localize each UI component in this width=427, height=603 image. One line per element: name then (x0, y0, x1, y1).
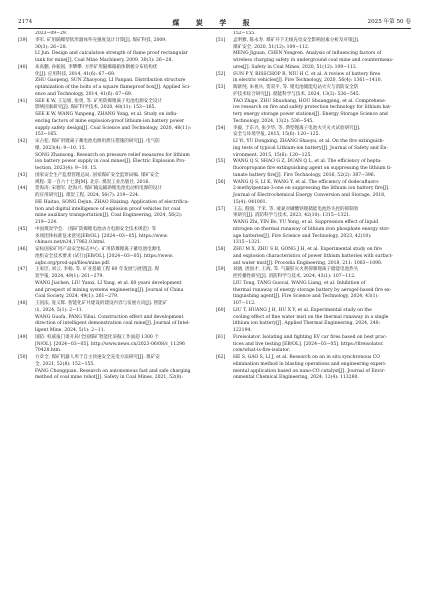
reference-number: [60] (216, 307, 226, 313)
reference-text: 宋占松. 煤矿用锂离子蓄电池电源用泄压措施的研究[J]. 电气防 爆, 2023(4): 9−10, 15. SONG Zhansong. Research on pressure relief measures for lithium ion battery power supply in coal mines[J]. Electric Explosion Pro- tection, 2023(4): 9−10, 15. (35, 139, 190, 171)
reference-number: [54] (216, 125, 226, 131)
reference-text: SUN P Y, BISSCHOP R, NIU H C, et al. A review of battery fires in electric vehicles[J]. Fire Technology, 2020, 56(4): 1361−1410. (233, 71, 383, 84)
page-header (18, 19, 411, 29)
reference-entry (18, 267, 213, 301)
reference-number: [44] (18, 186, 28, 192)
reference-number: [55] (216, 159, 226, 165)
reference-entry (18, 65, 213, 99)
reference-text: 陶歆纯, 朱祖兵, 贺双平, 等. 锂电池储能电站火灾与消防安全防 护技术综合研究[J]. 储能科学与技术, 2024, 13(2): 536−545. TAO Zhige, ZHU Shuohang, HOU Shuangping, et al. Comprehens- ive research on fire and safety protection technology for lithium bat- tery energy storage power stations[J]. Energy Storage Science and Technology, 2024, 13(2): 536−545. (233, 85, 392, 124)
page-number: 2174 (18, 19, 33, 25)
reference-entry (18, 355, 213, 382)
reference-entry (216, 85, 411, 126)
reference-number: [58] (216, 247, 226, 252)
reference-entry (216, 207, 411, 248)
reference-entry (18, 99, 213, 140)
reference-entry (216, 267, 411, 308)
reference-column-right (216, 31, 411, 595)
reference-text: 王志, 殷强, 于禾, 等. 液氮对磷酸铁锂储能电池热失控的抑制效 果研究[J]. 消防科学与技术, 2023, 42(10): 1315−1321. WANG Zhi, YIN Bo, YU Yong, et al. Suppression effect of liquid nitrogen on thermal runaway of lithium iron phosphate energy stor- age batteries[J]. Fire Science and Technology, 2023, 42(10): 1315−1321. (233, 206, 390, 246)
reference-text: 孟明雅, 陈永寿. 煤矿井下无线充电安全影响因素分析及对策[J]. 煤矿安全, 2020, 51(12): 109−112. MENG Jiguan, CHEN Yongren. Analysis of influencing factors of wireless charging safety in underground coal mine and countermeas- ures[J]. Safety in Coal Mines, 2020, 51(12): 109−112. (233, 37, 394, 70)
reference-text: 王国法, 庞义辉. 智能化矿井建设的建设内容与发展方向[J]. 智能矿 山, 2024, 5(1): 2−11. WANG Guofa, PANG Yihui. Construction effect and development direction of intelligent demonstration coal mine[J]. Journal of Intel- ligent Mine, 2024, 5(1): 2−11. (35, 301, 190, 333)
reference-text: 李军. 矿用隔爆型软形器体外壳强度设计计算[J]. 煤矿科技, 2009, 30(3): 26−28. LI Jun. Design and calculation strength of flame proof rectangular tank for mine[J]. Coal Mine Machinery, 2009, 30(3): 26−28. (35, 37, 188, 63)
reference-text: ZHU M X, ZHU S B, GONG J H, et al. Experimental study on fire and explosion characteristics of power lithium batteries with surfact- ant water mist[J]. Procedia Engineering, 2018, 211: 1083−1090. (233, 247, 393, 266)
reference-text: 安标国家矿用产品安全标志中心. 矿用防爆锂离子蓄电池电源电 池机安全技术要求 (试行)[EB/OL]. [2024−03−05]. https://www. aqbz.org/prod-api/files/mine.pdf. (35, 247, 174, 266)
reference-entry (216, 335, 411, 355)
reference-entry (18, 335, 213, 355)
reference-text: 国防. 权威报门谈开局!全国煤矿智能化采掘工作面超 1300 个 [N/OL]. [2024−03−05]. http://www.news.cn/2023-06/08/c_11296 70428.htm. (35, 334, 185, 354)
reference-entry (216, 308, 411, 335)
reference-entry (18, 247, 213, 267)
reference-text: 国家安全生产监督管理总局, 国家煤矿安全监察局编. 煤矿安全 规程: 第一百六十七条[M]. 北京: 煤炭工业出版社, 2016. (35, 172, 160, 185)
reference-number: [45] (18, 226, 28, 232)
reference-entry (18, 173, 213, 187)
reference-text: HE S, GAO S, LI J, et al. Research on an in situ synchronous CO elimination method in blasting operations and engineering experi- mental application based on nano-CO catalyst[J]. Journal of Envir- onmental Chemical Engineering, 2024, 12(4): 113260. (233, 355, 387, 381)
reference-entry (18, 186, 213, 227)
reference-number: [41] (18, 98, 28, 104)
reference-text: 方章全. 煤矿机器人用于自主快速安全充电方法研究[J]. 煤矿安 全, 2021, 52(8): 152−155. FANG Chongquan. Research on autonomous fast and safe charging method of coal mine robot[J]. Safety in Coal Mines, 2021, 52(8): (35, 355, 191, 381)
reference-number: [52] (216, 71, 226, 77)
reference-text: LIU T, HUANG J H, HU X Y, et al. Experimental study on the cooling effect of fine water mist on the thermal runaway in a single lithium ion battery[J]. Applied Thermal Engineering, 2024, 240: 122194. (233, 307, 389, 333)
reference-number: [49] (18, 334, 28, 340)
reference-number: [59] (216, 267, 226, 273)
reference-entry (18, 227, 213, 247)
journal-volume: 2025 年第 50 卷 (367, 19, 411, 25)
reference-entry (18, 38, 213, 65)
reference-number: [53] (216, 85, 226, 90)
reference-entry (216, 72, 411, 86)
reference-entry (216, 355, 411, 382)
reference-continuation: 2023−09−29. (35, 31, 68, 36)
reference-number: [56] (216, 179, 226, 185)
reference-text: 贺海涛, 宋德军, 赵海兴. 煤矿输运辅助锂电池电动机电源的设计 的应用研究[J]. 煤炭工程, 2024, 56(7): 219−224. HE Haitao, SONG Dejun, ZHAO Haixing. Application of electrifica- tion and digital intelligence of explosion proof vehicles for coal mine auxiliary transportation[J]. Coal Engineering, 2024, 56(2): 219−224. (35, 186, 190, 225)
reference-entry (216, 180, 411, 207)
reference-entry (216, 38, 411, 72)
reference-text: WANG Q S, LI K, WANG Y, et al. The efficiency of dodecafluoro- 2-methylpentan-3-one on suppressing the lithium ion battery fire[J]. Journal of Electrochemical Energy Conversion and Storage, 2018, 15(4): 041001. (233, 179, 390, 205)
reference-text: 中国煤炭学会. 《煤矿防爆锂电池动力电源安全技术规范》等 多项团体标准征求意见[EB/OL]. [2024−03−05]. https://www. chinacs.net/n34,17962,0.html. (35, 226, 169, 246)
reference-number: [39] (18, 37, 28, 43)
reference-number: [50] (18, 355, 28, 360)
reference-number: [42] (18, 139, 28, 144)
reference-number: [51] (216, 37, 226, 43)
reference-text: 李毅, 于东兴, 张少华, 等. 典型锂离子电池火灾灭火试验研究[J]. 安全与环境学报, 2015, 15(6): 120−125. LI Yi, YU Dongxing, ZHANG Shaoyu, et al. On the fire extinguish- ing tests of typical Lithium-ion battery[J]. Journal of Safety and En- vironment, 2015, 15(6): 120−125. (233, 125, 388, 158)
reference-number: [46] (18, 247, 28, 252)
reference-text: Fireisolator. Isolating and fighting EV car fires based on best prac- tices and live testing [EB/OL]. [2024−03−05]. https://fireisolator. com/what-is-fire-isolator. (233, 334, 388, 354)
reference-column-left (18, 31, 213, 595)
reference-number: [48] (18, 301, 28, 306)
reference-text: 朱高鹏, 孙振国, 李攀攀. 方形矿用隔爆箱箱体钢板分布结构优 化[J]. 应用科技, 2014, 41(6): 67−69. ZHU Gaopeng, SUN Zhaoyong, LI Panpan. Distribution structure optimization of the bolts of a square flameproof box[J]. Applied Sci- ence and Technology, 2014, 41(6): 67−69. (35, 64, 191, 97)
reference-entry (18, 139, 213, 173)
reference-entry (216, 159, 411, 179)
reference-text: 刘涵, 唐国才, 王海, 等. 气凝胶灭火剂抑制锂离子储能电池热失 控传播性研究[J]. 消防科学与技术, 2024, 43(1): 107−112. LIU Tong, TANG Guocai, WANG Liang, et al. Inhibition of thermal runaway of energy storage battery by aerogel-based fire ex- tinguishing agent[J]. Fire Science and Technology, 2024, 43(1): 107−112. (233, 267, 392, 306)
reference-continuation: 152−155. (233, 31, 256, 36)
reference-text: WANG Q S, SHAO G Z, DUAN Q L, et al. The efficiency of hepta- fluoropropane fire extinguishing agent on suppressing the lithium ti- tanate battery fire[J]. Fire Technology, 2016, 52(2): 387−396. (233, 159, 392, 178)
reference-number: [43] (18, 172, 28, 178)
reference-text: 王家臣, 刘云, 李杨, 等. 矿业基础工程 60 年发展与展望[J]. 煤 炭学报, 2024, 49(1): 261−279. WANG Jiachen, LIU Yunxi, LI Yang, et al. 60 years development and prospect of mining systems engineering[J]. Journal of China Coal Society, 2024, 49(1): 261−279. (35, 267, 184, 300)
reference-number: [57] (216, 206, 226, 212)
reference-entry (18, 301, 213, 335)
journal-title: 煤 炭 学 报 (172, 18, 257, 27)
reference-entry (216, 247, 411, 267)
reference-number: [62] (216, 355, 226, 360)
reference-entry (216, 126, 411, 160)
reference-number: [40] (18, 64, 28, 70)
reference-text: SEE K W, 王运娟, 张勇, 等. 矿用防爆锂离子电池电源安全设计 影响因素研究[J]. 煤矿科学技术, 2020, 48(11): 153−165. SEE K W, WANG Yunpeng, ZHANG Yong, et al. Study on influ- encing factors of mine explosion-proof lithium-ion battery power supply safety design[J]. Coal Science and Technology, 2020, 48(11): 153−165. (35, 98, 192, 138)
reference-number: [47] (18, 267, 28, 273)
reference-number: [61] (216, 334, 226, 340)
